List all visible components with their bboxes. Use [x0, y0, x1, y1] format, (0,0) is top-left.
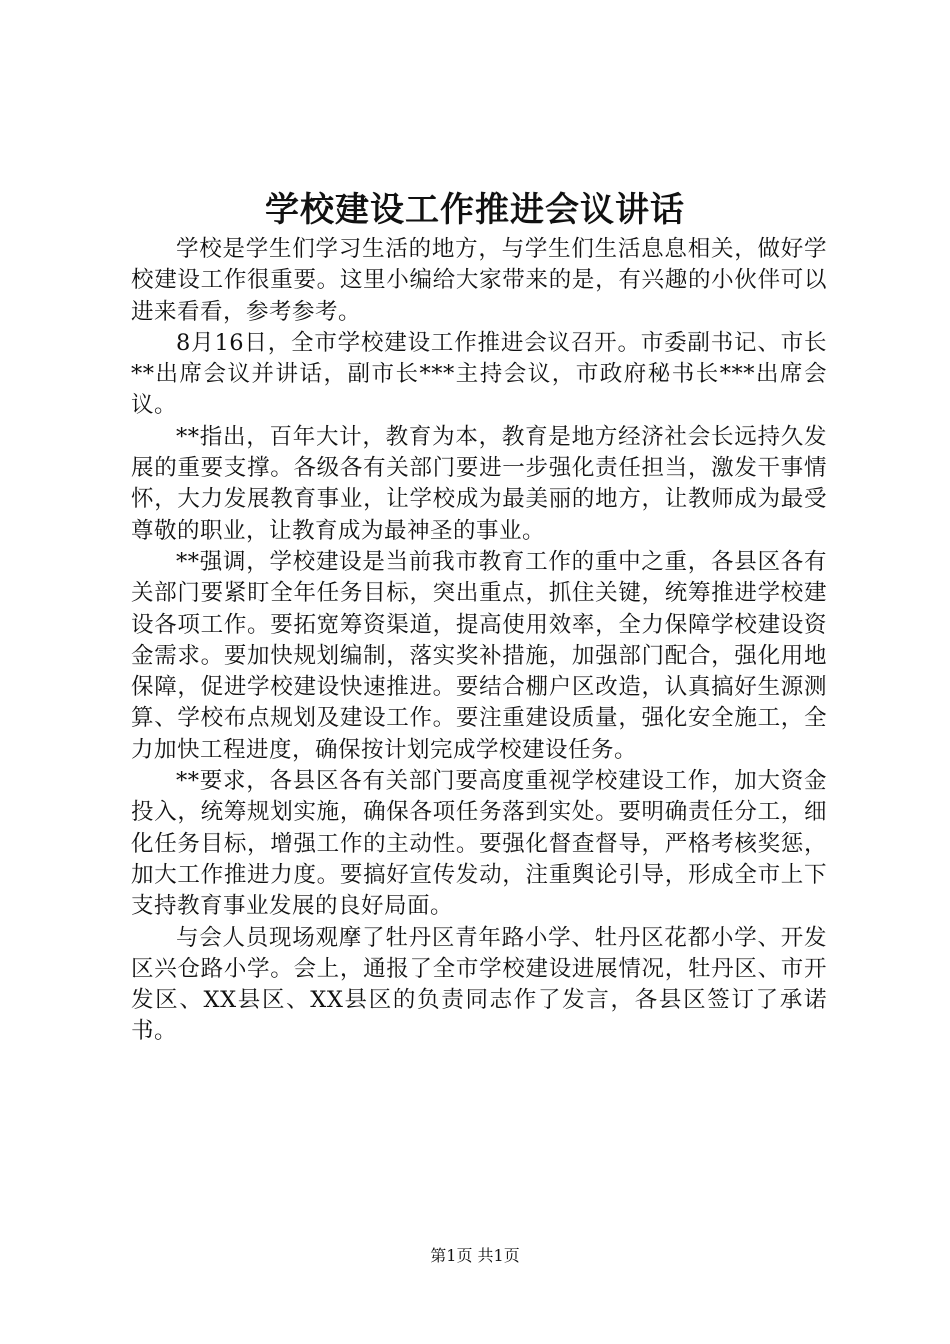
document-body	[131, 234, 827, 1048]
paragraph-observation: 与会人员现场观摩了牡丹区青年路小学、牡丹区花都小学、开发区兴仓路小学。会上，通报了全市学校建设进展情况，牡丹区、市开发区、XX县区、XX县区的负责同志作了发言，各县区签订了承诺书。	[131, 924, 827, 1045]
paragraph-pointed-out: **指出，百年大计，教育为本，教育是地方经济社会长远持久发展的重要支撑。各级各有关部门要进一步强化责任担当，激发干事情怀，大力发展教育事业，让学校成为最美丽的地方，让教师成为最受尊敬的职业，让教育成为最神圣的事业。	[131, 423, 827, 544]
paragraph-required: **要求，各县区各有关部门要高度重视学校建设工作，加大资金投入，统筹规划实施，确保各项任务落到实处。要明确责任分工，细化任务目标，增强工作的主动性。要强化督查督导，严格考核奖惩，加大工作推进力度。要搞好宣传发动，注重舆论引导，形成全市上下支持教育事业发展的良好局面。	[131, 768, 827, 920]
document-title: 学校建设工作推进会议讲话	[265, 190, 685, 230]
paragraph-intro: 学校是学生们学习生活的地方，与学生们生活息息相关，做好学校建设工作很重要。这里小编给大家带来的是，有兴趣的小伙伴可以进来看看，参考参考。	[131, 236, 827, 325]
paragraph-meeting: 8月16日，全市学校建设工作推进会议召开。市委副书记、市长**出席会议并讲话，副市长***主持会议，市政府秘书长***出席会议。	[131, 329, 827, 419]
page-number-footer: 第1页 共1页	[430, 1246, 520, 1265]
paragraph-emphasized: **强调，学校建设是当前我市教育工作的重中之重，各县区各有关部门要紧盯全年任务目标，突出重点，抓住关键，统筹推进学校建设各项工作。要拓宽筹资渠道，提高使用效率，全力保障学校建设资金需求。要加快规划编制，落实奖补措施，加强部门配合，强化用地保障，促进学校建设快速推进。要结合棚户区改造，认真搞好生源测算、学校布点规划及建设工作。要注重建设质量，强化安全施工，全力加快工程进度，确保按计划完成学校建设任务。	[131, 548, 827, 763]
